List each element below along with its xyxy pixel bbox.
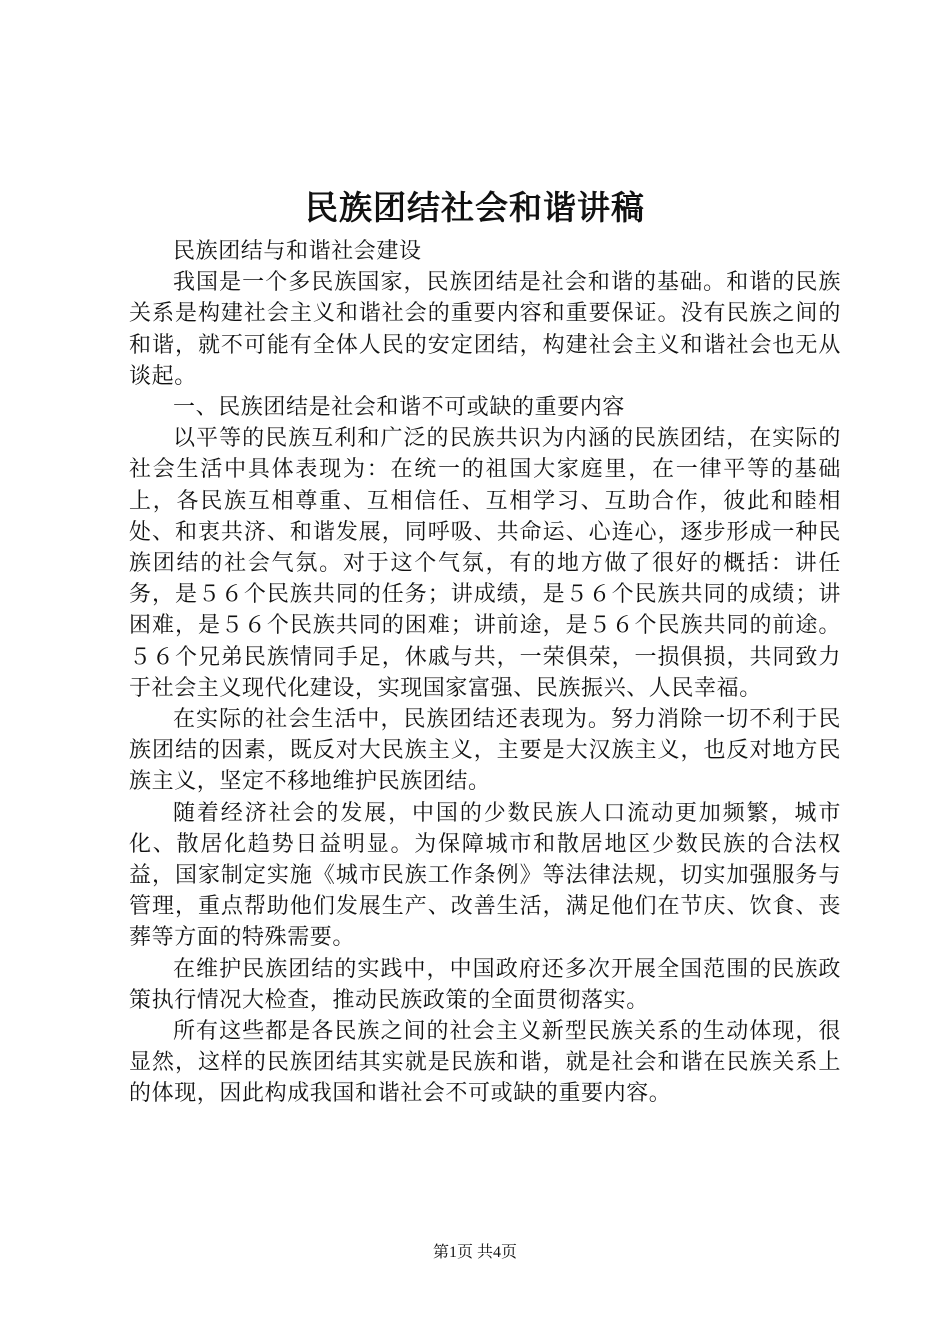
document-title: 民族团结社会和谐讲稿	[305, 188, 645, 227]
paragraph: 所有这些都是各民族之间的社会主义新型民族关系的生动体现，很显然，这样的民族团结其实就是民族和谐，就是社会和谐在民族关系上的体现，因此构成我国和谐社会不可或缺的重要内容。	[129, 1019, 841, 1107]
section-heading: 一、民族团结是社会和谐不可或缺的重要内容	[173, 395, 626, 421]
paragraph: 在实际的社会生活中，民族团结还表现为。努力消除一切不利于民族团结的因素，既反对大民族主义，主要是大汉族主义，也反对地方民族主义，坚定不移地维护民族团结。	[129, 707, 841, 795]
paragraph-subtitle: 民族团结与和谐社会建设	[173, 239, 422, 264]
paragraph: 在维护民族团结的实践中，中国政府还多次开展全国范围的民族政策执行情况大检查，推动民族政策的全面贯彻落实。	[129, 956, 841, 1013]
document-body	[129, 236, 841, 1110]
page-footer: 第1页 共4页	[432, 1244, 517, 1261]
paragraph: 以平等的民族互利和广泛的民族共识为内涵的民族团结，在实际的社会生活中具体表现为：在统一的祖国大家庭里，在一律平等的基础上，各民族互相尊重、互相信任、互相学习、互助合作，彼此和睦相处、和衷共济、和谐发展，同呼吸、共命运、心连心，逐步形成一种民族团结的社会气氛。对于这个气氛，有的地方做了很好的概括：讲任务，是５６个民族共同的任务；讲成绩，是５６个民族共同的成绩；讲困难，是５６个民族共同的困难；讲前途，是５６个民族共同的前途。５６个兄弟民族情同手足，休戚与共，一荣俱荣，一损俱损，共同致力于社会主义现代化建设，实现国家富强、民族振兴、人民幸福。	[129, 426, 841, 701]
paragraph-intro: 我国是一个多民族国家，民族团结是社会和谐的基础。和谐的民族关系是构建社会主义和谐社会的重要内容和重要保证。没有民族之间的和谐，就不可能有全体人民的安定团结，构建社会主义和谐社会也无从谈起。	[129, 270, 841, 389]
paragraph: 随着经济社会的发展，中国的少数民族人口流动更加频繁，城市化、散居化趋势日益明显。为保障城市和散居地区少数民族的合法权益，国家制定实施《城市民族工作条例》等法律法规，切实加强服务与管理，重点帮助他们发展生产、改善生活，满足他们在节庆、饮食、丧葬等方面的特殊需要。	[129, 800, 841, 951]
